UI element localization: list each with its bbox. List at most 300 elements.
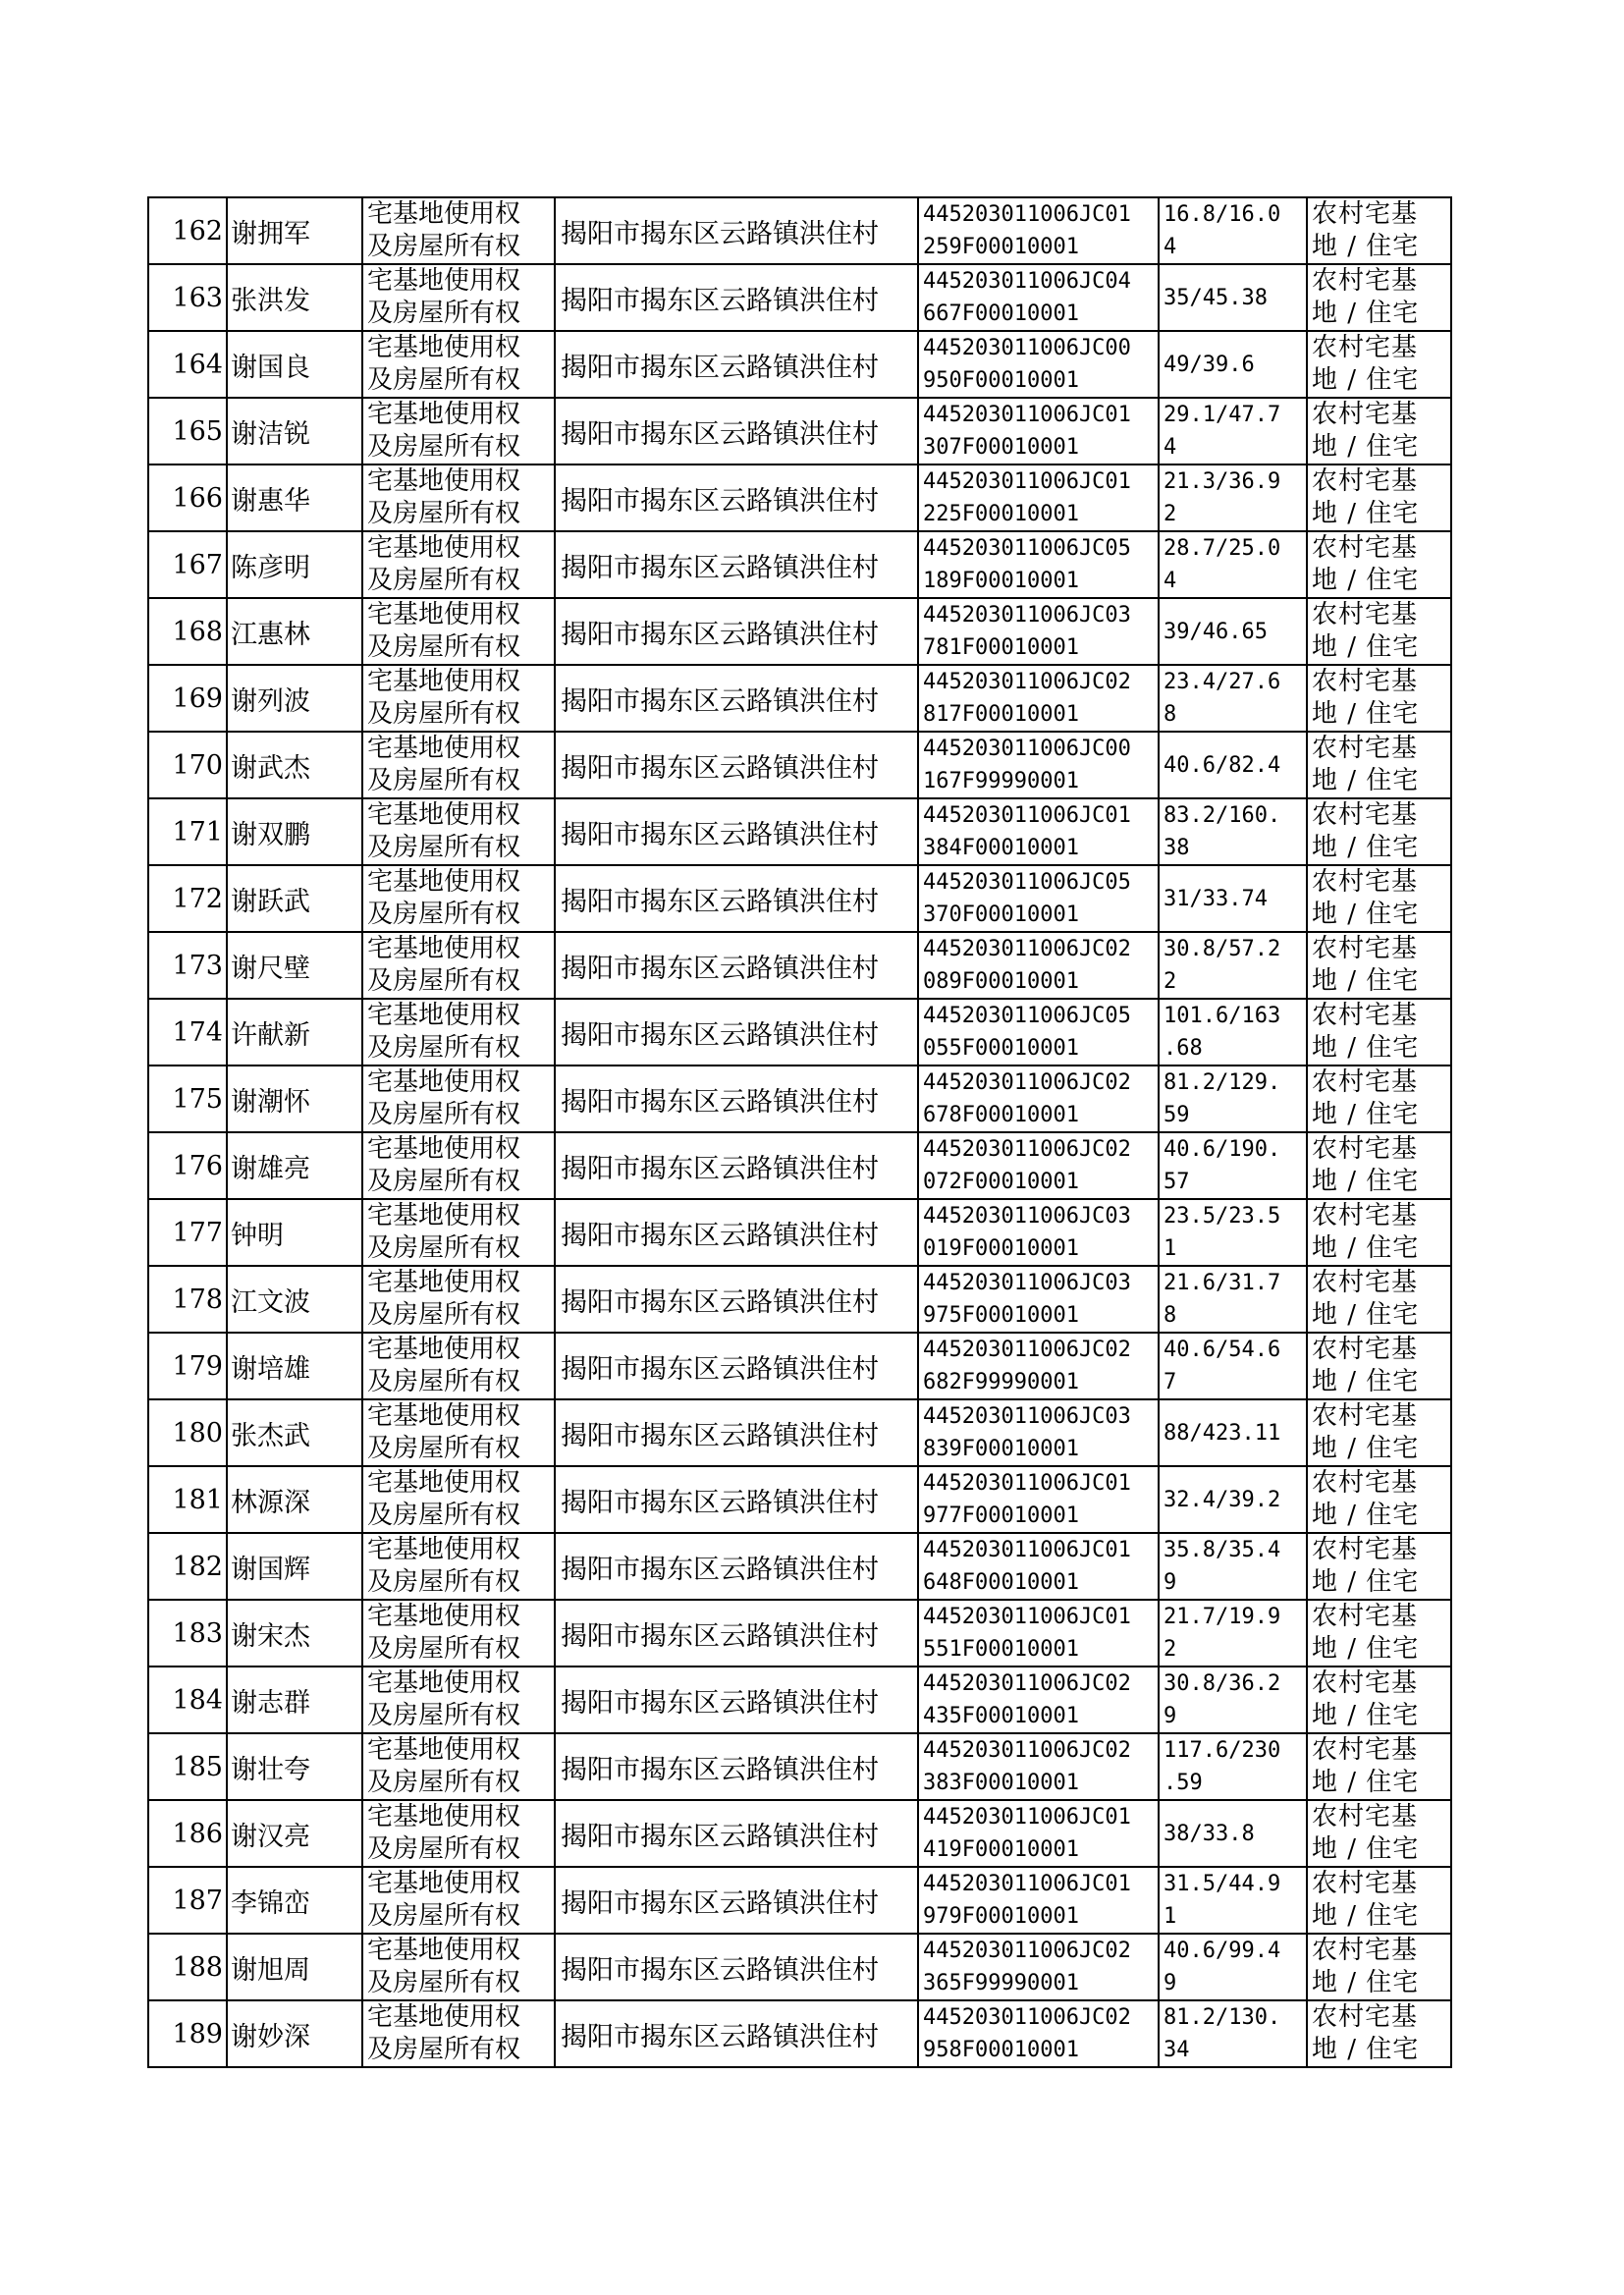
area-cell bbox=[1159, 1800, 1307, 1867]
area-cell bbox=[1159, 1934, 1307, 2000]
right-type-cell bbox=[362, 1132, 555, 1199]
right-type-cell bbox=[362, 1533, 555, 1600]
seq-cell bbox=[148, 732, 227, 798]
owner-name-cell bbox=[227, 1600, 362, 1667]
seq-text: 163 bbox=[172, 282, 223, 313]
usage-text: 农村宅基 地 / 住宅 bbox=[1312, 1936, 1420, 1997]
area-text: 31/33.74 bbox=[1164, 886, 1268, 911]
unit-code-cell bbox=[918, 1800, 1159, 1867]
usage-text: 农村宅基 地 / 住宅 bbox=[1312, 1335, 1420, 1396]
area-text: 39/46.65 bbox=[1164, 619, 1268, 644]
unit-code-cell bbox=[918, 1066, 1159, 1132]
right-type-cell bbox=[362, 1800, 555, 1867]
seq-cell bbox=[148, 1132, 227, 1199]
owner-name-text: 谢培雄 bbox=[231, 1353, 310, 1385]
seq-cell bbox=[148, 1066, 227, 1132]
owner-name-text: 谢双鹏 bbox=[231, 819, 310, 850]
owner-name-text: 谢志群 bbox=[231, 1687, 310, 1719]
unit-code-text: 445203011006JC01 419F00010001 bbox=[923, 1805, 1131, 1862]
owner-name-cell bbox=[227, 932, 362, 999]
usage-cell bbox=[1307, 732, 1451, 798]
location-cell bbox=[555, 1266, 918, 1333]
right-type-cell bbox=[362, 197, 555, 264]
area-cell bbox=[1159, 1600, 1307, 1667]
owner-name-cell bbox=[227, 464, 362, 531]
usage-text: 农村宅基 地 / 住宅 bbox=[1312, 199, 1420, 261]
location-cell bbox=[555, 1800, 918, 1867]
usage-cell bbox=[1307, 2000, 1451, 2067]
right-type-cell bbox=[362, 1466, 555, 1533]
usage-cell bbox=[1307, 398, 1451, 464]
seq-cell bbox=[148, 2000, 227, 2067]
usage-text: 农村宅基 地 / 住宅 bbox=[1312, 1134, 1420, 1196]
right-type-text: 宅基地使用权 及房屋所有权 bbox=[367, 667, 521, 729]
location-cell bbox=[555, 1867, 918, 1934]
area-text: 29.1/47.7 4 bbox=[1164, 403, 1281, 460]
area-cell bbox=[1159, 464, 1307, 531]
owner-name-text: 谢旭周 bbox=[231, 1954, 310, 1986]
seq-cell bbox=[148, 1333, 227, 1399]
owner-name-text: 许献新 bbox=[231, 1019, 310, 1051]
location-cell bbox=[555, 531, 918, 598]
owner-name-cell bbox=[227, 732, 362, 798]
unit-code-cell bbox=[918, 1600, 1159, 1667]
owner-name-text: 谢尺壁 bbox=[231, 953, 310, 984]
right-type-text: 宅基地使用权 及房屋所有权 bbox=[367, 1535, 521, 1597]
table-row bbox=[148, 1466, 1451, 1533]
owner-name-cell bbox=[227, 2000, 362, 2067]
location-text: 揭阳市揭东区云路镇洪住村 bbox=[561, 418, 879, 450]
usage-text: 农村宅基 地 / 住宅 bbox=[1312, 1201, 1420, 1263]
usage-cell bbox=[1307, 1466, 1451, 1533]
location-text: 揭阳市揭东区云路镇洪住村 bbox=[561, 552, 879, 583]
usage-cell bbox=[1307, 264, 1451, 331]
location-cell bbox=[555, 732, 918, 798]
right-type-cell bbox=[362, 531, 555, 598]
owner-name-text: 谢宋杰 bbox=[231, 1620, 310, 1652]
unit-code-cell bbox=[918, 1867, 1159, 1934]
usage-text: 农村宅基 地 / 住宅 bbox=[1312, 1067, 1420, 1129]
seq-text: 188 bbox=[172, 1951, 223, 1983]
seq-text: 175 bbox=[172, 1083, 223, 1115]
table-row bbox=[148, 2000, 1451, 2067]
unit-code-text: 445203011006JC01 307F00010001 bbox=[923, 403, 1131, 460]
seq-text: 168 bbox=[172, 616, 223, 647]
seq-text: 183 bbox=[172, 1617, 223, 1649]
location-text: 揭阳市揭东区云路镇洪住村 bbox=[561, 485, 879, 517]
location-text: 揭阳市揭东区云路镇洪住村 bbox=[561, 352, 879, 383]
usage-text: 农村宅基 地 / 住宅 bbox=[1312, 1668, 1420, 1730]
right-type-text: 宅基地使用权 及房屋所有权 bbox=[367, 1201, 521, 1263]
usage-cell bbox=[1307, 1399, 1451, 1466]
location-text: 揭阳市揭东区云路镇洪住村 bbox=[561, 685, 879, 717]
seq-text: 186 bbox=[172, 1818, 223, 1849]
usage-cell bbox=[1307, 999, 1451, 1066]
table-row bbox=[148, 1533, 1451, 1600]
unit-code-text: 445203011006JC05 370F00010001 bbox=[923, 870, 1131, 927]
right-type-text: 宅基地使用权 及房屋所有权 bbox=[367, 934, 521, 996]
seq-text: 162 bbox=[172, 215, 223, 246]
seq-text: 181 bbox=[172, 1484, 223, 1515]
right-type-cell bbox=[362, 798, 555, 865]
owner-name-cell bbox=[227, 665, 362, 732]
unit-code-cell bbox=[918, 1132, 1159, 1199]
unit-code-cell bbox=[918, 1399, 1159, 1466]
owner-name-cell bbox=[227, 1132, 362, 1199]
owner-name-text: 谢汉亮 bbox=[231, 1821, 310, 1852]
usage-cell bbox=[1307, 1600, 1451, 1667]
owner-name-text: 谢国辉 bbox=[231, 1554, 310, 1585]
seq-cell bbox=[148, 464, 227, 531]
unit-code-text: 445203011006JC02 435F00010001 bbox=[923, 1671, 1131, 1728]
unit-code-text: 445203011006JC01 977F00010001 bbox=[923, 1471, 1131, 1528]
seq-text: 166 bbox=[172, 482, 223, 514]
unit-code-text: 445203011006JC03 781F00010001 bbox=[923, 603, 1131, 660]
owner-name-cell bbox=[227, 197, 362, 264]
usage-text: 农村宅基 地 / 住宅 bbox=[1312, 1602, 1420, 1664]
unit-code-text: 445203011006JC00 167F99990001 bbox=[923, 737, 1131, 793]
owner-name-cell bbox=[227, 798, 362, 865]
area-cell bbox=[1159, 1667, 1307, 1733]
seq-cell bbox=[148, 1399, 227, 1466]
usage-cell bbox=[1307, 197, 1451, 264]
area-cell bbox=[1159, 1399, 1307, 1466]
seq-text: 185 bbox=[172, 1751, 223, 1782]
seq-text: 178 bbox=[172, 1284, 223, 1315]
location-text: 揭阳市揭东区云路镇洪住村 bbox=[561, 953, 879, 984]
unit-code-cell bbox=[918, 865, 1159, 932]
owner-name-text: 钟明 bbox=[231, 1220, 284, 1251]
area-cell bbox=[1159, 865, 1307, 932]
usage-text: 农村宅基 地 / 住宅 bbox=[1312, 1268, 1420, 1330]
unit-code-cell bbox=[918, 464, 1159, 531]
location-cell bbox=[555, 999, 918, 1066]
unit-code-text: 445203011006JC01 384F00010001 bbox=[923, 803, 1131, 860]
location-text: 揭阳市揭东区云路镇洪住村 bbox=[561, 1286, 879, 1318]
right-type-text: 宅基地使用权 及房屋所有权 bbox=[367, 1668, 521, 1730]
area-cell bbox=[1159, 1066, 1307, 1132]
table-row bbox=[148, 264, 1451, 331]
usage-text: 农村宅基 地 / 住宅 bbox=[1312, 1468, 1420, 1530]
right-type-text: 宅基地使用权 及房屋所有权 bbox=[367, 867, 521, 929]
location-text: 揭阳市揭东区云路镇洪住村 bbox=[561, 218, 879, 249]
seq-text: 164 bbox=[172, 349, 223, 380]
location-text: 揭阳市揭东区云路镇洪住村 bbox=[561, 1019, 879, 1051]
unit-code-cell bbox=[918, 1333, 1159, 1399]
usage-text: 农村宅基 地 / 住宅 bbox=[1312, 600, 1420, 662]
area-cell bbox=[1159, 732, 1307, 798]
usage-text: 农村宅基 地 / 住宅 bbox=[1312, 1401, 1420, 1463]
area-text: 40.6/82.4 bbox=[1164, 752, 1281, 778]
seq-cell bbox=[148, 865, 227, 932]
owner-name-text: 谢跃武 bbox=[231, 886, 310, 917]
location-text: 揭阳市揭东区云路镇洪住村 bbox=[561, 619, 879, 650]
area-text: 38/33.8 bbox=[1164, 1821, 1255, 1846]
seq-text: 184 bbox=[172, 1684, 223, 1716]
table-row bbox=[148, 1800, 1451, 1867]
area-cell bbox=[1159, 798, 1307, 865]
right-type-text: 宅基地使用权 及房屋所有权 bbox=[367, 199, 521, 261]
unit-code-text: 445203011006JC03 019F00010001 bbox=[923, 1204, 1131, 1261]
right-type-cell bbox=[362, 1867, 555, 1934]
right-type-cell bbox=[362, 2000, 555, 2067]
usage-cell bbox=[1307, 331, 1451, 398]
table-row bbox=[148, 531, 1451, 598]
right-type-cell bbox=[362, 1399, 555, 1466]
unit-code-cell bbox=[918, 598, 1159, 665]
seq-cell bbox=[148, 1533, 227, 1600]
right-type-text: 宅基地使用权 及房屋所有权 bbox=[367, 400, 521, 462]
unit-code-text: 445203011006JC02 072F00010001 bbox=[923, 1137, 1131, 1194]
location-cell bbox=[555, 398, 918, 464]
right-type-text: 宅基地使用权 及房屋所有权 bbox=[367, 333, 521, 395]
table-row bbox=[148, 1399, 1451, 1466]
right-type-text: 宅基地使用权 及房屋所有权 bbox=[367, 1134, 521, 1196]
owner-name-cell bbox=[227, 1466, 362, 1533]
unit-code-text: 445203011006JC02 383F00010001 bbox=[923, 1738, 1131, 1795]
seq-cell bbox=[148, 1800, 227, 1867]
seq-text: 187 bbox=[172, 1885, 223, 1916]
right-type-text: 宅基地使用权 及房屋所有权 bbox=[367, 1001, 521, 1063]
owner-name-cell bbox=[227, 1733, 362, 1800]
table-row bbox=[148, 1066, 1451, 1132]
table-row bbox=[148, 732, 1451, 798]
seq-cell bbox=[148, 1266, 227, 1333]
unit-code-cell bbox=[918, 1266, 1159, 1333]
unit-code-cell bbox=[918, 798, 1159, 865]
area-text: 23.5/23.5 1 bbox=[1164, 1204, 1281, 1261]
location-text: 揭阳市揭东区云路镇洪住村 bbox=[561, 1821, 879, 1852]
location-cell bbox=[555, 1533, 918, 1600]
usage-text: 农村宅基 地 / 住宅 bbox=[1312, 1869, 1420, 1931]
seq-cell bbox=[148, 598, 227, 665]
right-type-cell bbox=[362, 1600, 555, 1667]
right-type-cell bbox=[362, 598, 555, 665]
seq-cell bbox=[148, 1667, 227, 1733]
seq-text: 167 bbox=[172, 549, 223, 580]
seq-text: 179 bbox=[172, 1350, 223, 1382]
owner-name-text: 谢潮怀 bbox=[231, 1086, 310, 1118]
area-cell bbox=[1159, 1333, 1307, 1399]
table-row bbox=[148, 932, 1451, 999]
unit-code-cell bbox=[918, 1667, 1159, 1733]
owner-name-cell bbox=[227, 1266, 362, 1333]
usage-cell bbox=[1307, 1733, 1451, 1800]
seq-cell bbox=[148, 798, 227, 865]
unit-code-cell bbox=[918, 1199, 1159, 1266]
right-type-cell bbox=[362, 1934, 555, 2000]
seq-cell bbox=[148, 665, 227, 732]
table-row bbox=[148, 665, 1451, 732]
location-cell bbox=[555, 331, 918, 398]
table-row bbox=[148, 598, 1451, 665]
owner-name-cell bbox=[227, 1066, 362, 1132]
unit-code-text: 445203011006JC02 682F99990001 bbox=[923, 1338, 1131, 1394]
table-row bbox=[148, 1733, 1451, 1800]
unit-code-cell bbox=[918, 398, 1159, 464]
seq-cell bbox=[148, 331, 227, 398]
owner-name-cell bbox=[227, 1867, 362, 1934]
location-text: 揭阳市揭东区云路镇洪住村 bbox=[561, 1420, 879, 1451]
right-type-text: 宅基地使用权 及房屋所有权 bbox=[367, 734, 521, 795]
usage-cell bbox=[1307, 1533, 1451, 1600]
seq-cell bbox=[148, 1867, 227, 1934]
owner-name-text: 江惠林 bbox=[231, 619, 310, 650]
right-type-text: 宅基地使用权 及房屋所有权 bbox=[367, 1735, 521, 1797]
seq-cell bbox=[148, 932, 227, 999]
area-cell bbox=[1159, 331, 1307, 398]
location-text: 揭阳市揭东区云路镇洪住村 bbox=[561, 1353, 879, 1385]
area-text: 81.2/129. 59 bbox=[1164, 1070, 1281, 1127]
owner-name-cell bbox=[227, 999, 362, 1066]
table-row bbox=[148, 999, 1451, 1066]
location-cell bbox=[555, 1333, 918, 1399]
unit-code-text: 445203011006JC01 259F00010001 bbox=[923, 202, 1131, 259]
seq-cell bbox=[148, 398, 227, 464]
seq-text: 182 bbox=[172, 1551, 223, 1582]
area-text: 81.2/130. 34 bbox=[1164, 2005, 1281, 2062]
right-type-cell bbox=[362, 1733, 555, 1800]
right-type-text: 宅基地使用权 及房屋所有权 bbox=[367, 1936, 521, 1997]
location-text: 揭阳市揭东区云路镇洪住村 bbox=[561, 1153, 879, 1184]
usage-text: 农村宅基 地 / 住宅 bbox=[1312, 1802, 1420, 1864]
right-type-cell bbox=[362, 331, 555, 398]
unit-code-cell bbox=[918, 531, 1159, 598]
location-cell bbox=[555, 598, 918, 665]
unit-code-cell bbox=[918, 197, 1159, 264]
table-row bbox=[148, 798, 1451, 865]
table-row bbox=[148, 1600, 1451, 1667]
right-type-cell bbox=[362, 932, 555, 999]
right-type-text: 宅基地使用权 及房屋所有权 bbox=[367, 2002, 521, 2064]
usage-cell bbox=[1307, 464, 1451, 531]
owner-name-cell bbox=[227, 1199, 362, 1266]
right-type-cell bbox=[362, 665, 555, 732]
right-type-cell bbox=[362, 1667, 555, 1733]
right-type-cell bbox=[362, 464, 555, 531]
right-type-text: 宅基地使用权 及房屋所有权 bbox=[367, 1268, 521, 1330]
unit-code-text: 445203011006JC01 225F00010001 bbox=[923, 469, 1131, 526]
location-cell bbox=[555, 197, 918, 264]
seq-cell bbox=[148, 1600, 227, 1667]
area-text: 40.6/99.4 9 bbox=[1164, 1939, 1281, 1995]
unit-code-text: 445203011006JC02 365F99990001 bbox=[923, 1939, 1131, 1995]
unit-code-cell bbox=[918, 665, 1159, 732]
area-cell bbox=[1159, 999, 1307, 1066]
table-row bbox=[148, 1667, 1451, 1733]
location-text: 揭阳市揭东区云路镇洪住村 bbox=[561, 1620, 879, 1652]
usage-cell bbox=[1307, 1266, 1451, 1333]
area-text: 23.4/27.6 8 bbox=[1164, 670, 1281, 727]
unit-code-cell bbox=[918, 999, 1159, 1066]
owner-name-text: 张洪发 bbox=[231, 285, 310, 316]
location-cell bbox=[555, 665, 918, 732]
location-text: 揭阳市揭东区云路镇洪住村 bbox=[561, 1487, 879, 1518]
owner-name-cell bbox=[227, 598, 362, 665]
area-cell bbox=[1159, 932, 1307, 999]
usage-cell bbox=[1307, 1333, 1451, 1399]
right-type-text: 宅基地使用权 及房屋所有权 bbox=[367, 1401, 521, 1463]
location-cell bbox=[555, 2000, 918, 2067]
unit-code-text: 445203011006JC05 055F00010001 bbox=[923, 1004, 1131, 1061]
usage-cell bbox=[1307, 1867, 1451, 1934]
owner-name-cell bbox=[227, 865, 362, 932]
usage-text: 农村宅基 地 / 住宅 bbox=[1312, 667, 1420, 729]
usage-cell bbox=[1307, 1800, 1451, 1867]
right-type-text: 宅基地使用权 及房屋所有权 bbox=[367, 1067, 521, 1129]
right-type-text: 宅基地使用权 及房屋所有权 bbox=[367, 1602, 521, 1664]
usage-cell bbox=[1307, 865, 1451, 932]
location-text: 揭阳市揭东区云路镇洪住村 bbox=[561, 819, 879, 850]
area-text: 21.3/36.9 2 bbox=[1164, 469, 1281, 526]
owner-name-cell bbox=[227, 264, 362, 331]
unit-code-text: 445203011006JC02 089F00010001 bbox=[923, 937, 1131, 994]
location-text: 揭阳市揭东区云路镇洪住村 bbox=[561, 1754, 879, 1785]
area-text: 35/45.38 bbox=[1164, 285, 1268, 310]
unit-code-text: 445203011006JC01 648F00010001 bbox=[923, 1538, 1131, 1595]
seq-text: 172 bbox=[172, 883, 223, 914]
area-text: 83.2/160. 38 bbox=[1164, 803, 1281, 860]
unit-code-text: 445203011006JC01 979F00010001 bbox=[923, 1872, 1131, 1929]
area-cell bbox=[1159, 1266, 1307, 1333]
area-text: 21.6/31.7 8 bbox=[1164, 1271, 1281, 1328]
area-text: 30.8/57.2 2 bbox=[1164, 937, 1281, 994]
owner-name-text: 谢国良 bbox=[231, 352, 310, 383]
usage-text: 农村宅基 地 / 住宅 bbox=[1312, 266, 1420, 328]
area-text: 40.6/190. 57 bbox=[1164, 1137, 1281, 1194]
usage-text: 农村宅基 地 / 住宅 bbox=[1312, 400, 1420, 462]
right-type-text: 宅基地使用权 及房屋所有权 bbox=[367, 1869, 521, 1931]
usage-cell bbox=[1307, 798, 1451, 865]
unit-code-cell bbox=[918, 1733, 1159, 1800]
unit-code-cell bbox=[918, 732, 1159, 798]
usage-text: 农村宅基 地 / 住宅 bbox=[1312, 1535, 1420, 1597]
usage-cell bbox=[1307, 1132, 1451, 1199]
unit-code-text: 445203011006JC02 817F00010001 bbox=[923, 670, 1131, 727]
area-cell bbox=[1159, 1533, 1307, 1600]
unit-code-cell bbox=[918, 932, 1159, 999]
location-cell bbox=[555, 1733, 918, 1800]
right-type-cell bbox=[362, 264, 555, 331]
right-type-cell bbox=[362, 398, 555, 464]
usage-cell bbox=[1307, 1667, 1451, 1733]
unit-code-text: 445203011006JC01 551F00010001 bbox=[923, 1605, 1131, 1662]
location-cell bbox=[555, 798, 918, 865]
area-text: 28.7/25.0 4 bbox=[1164, 536, 1281, 593]
location-cell bbox=[555, 1199, 918, 1266]
unit-code-text: 445203011006JC05 189F00010001 bbox=[923, 536, 1131, 593]
unit-code-text: 445203011006JC04 667F00010001 bbox=[923, 269, 1131, 326]
seq-text: 189 bbox=[172, 2018, 223, 2049]
area-text: 21.7/19.9 2 bbox=[1164, 1605, 1281, 1662]
area-text: 30.8/36.2 9 bbox=[1164, 1671, 1281, 1728]
seq-text: 170 bbox=[172, 749, 223, 781]
location-cell bbox=[555, 1466, 918, 1533]
usage-text: 农村宅基 地 / 住宅 bbox=[1312, 466, 1420, 528]
area-cell bbox=[1159, 1466, 1307, 1533]
owner-name-cell bbox=[227, 398, 362, 464]
area-text: 101.6/163 .68 bbox=[1164, 1004, 1281, 1061]
owner-name-cell bbox=[227, 331, 362, 398]
unit-code-cell bbox=[918, 331, 1159, 398]
seq-cell bbox=[148, 1466, 227, 1533]
table-row bbox=[148, 1199, 1451, 1266]
registry-table bbox=[147, 196, 1452, 2068]
seq-text: 169 bbox=[172, 683, 223, 714]
area-text: 16.8/16.0 4 bbox=[1164, 202, 1281, 259]
area-cell bbox=[1159, 398, 1307, 464]
seq-text: 180 bbox=[172, 1417, 223, 1448]
